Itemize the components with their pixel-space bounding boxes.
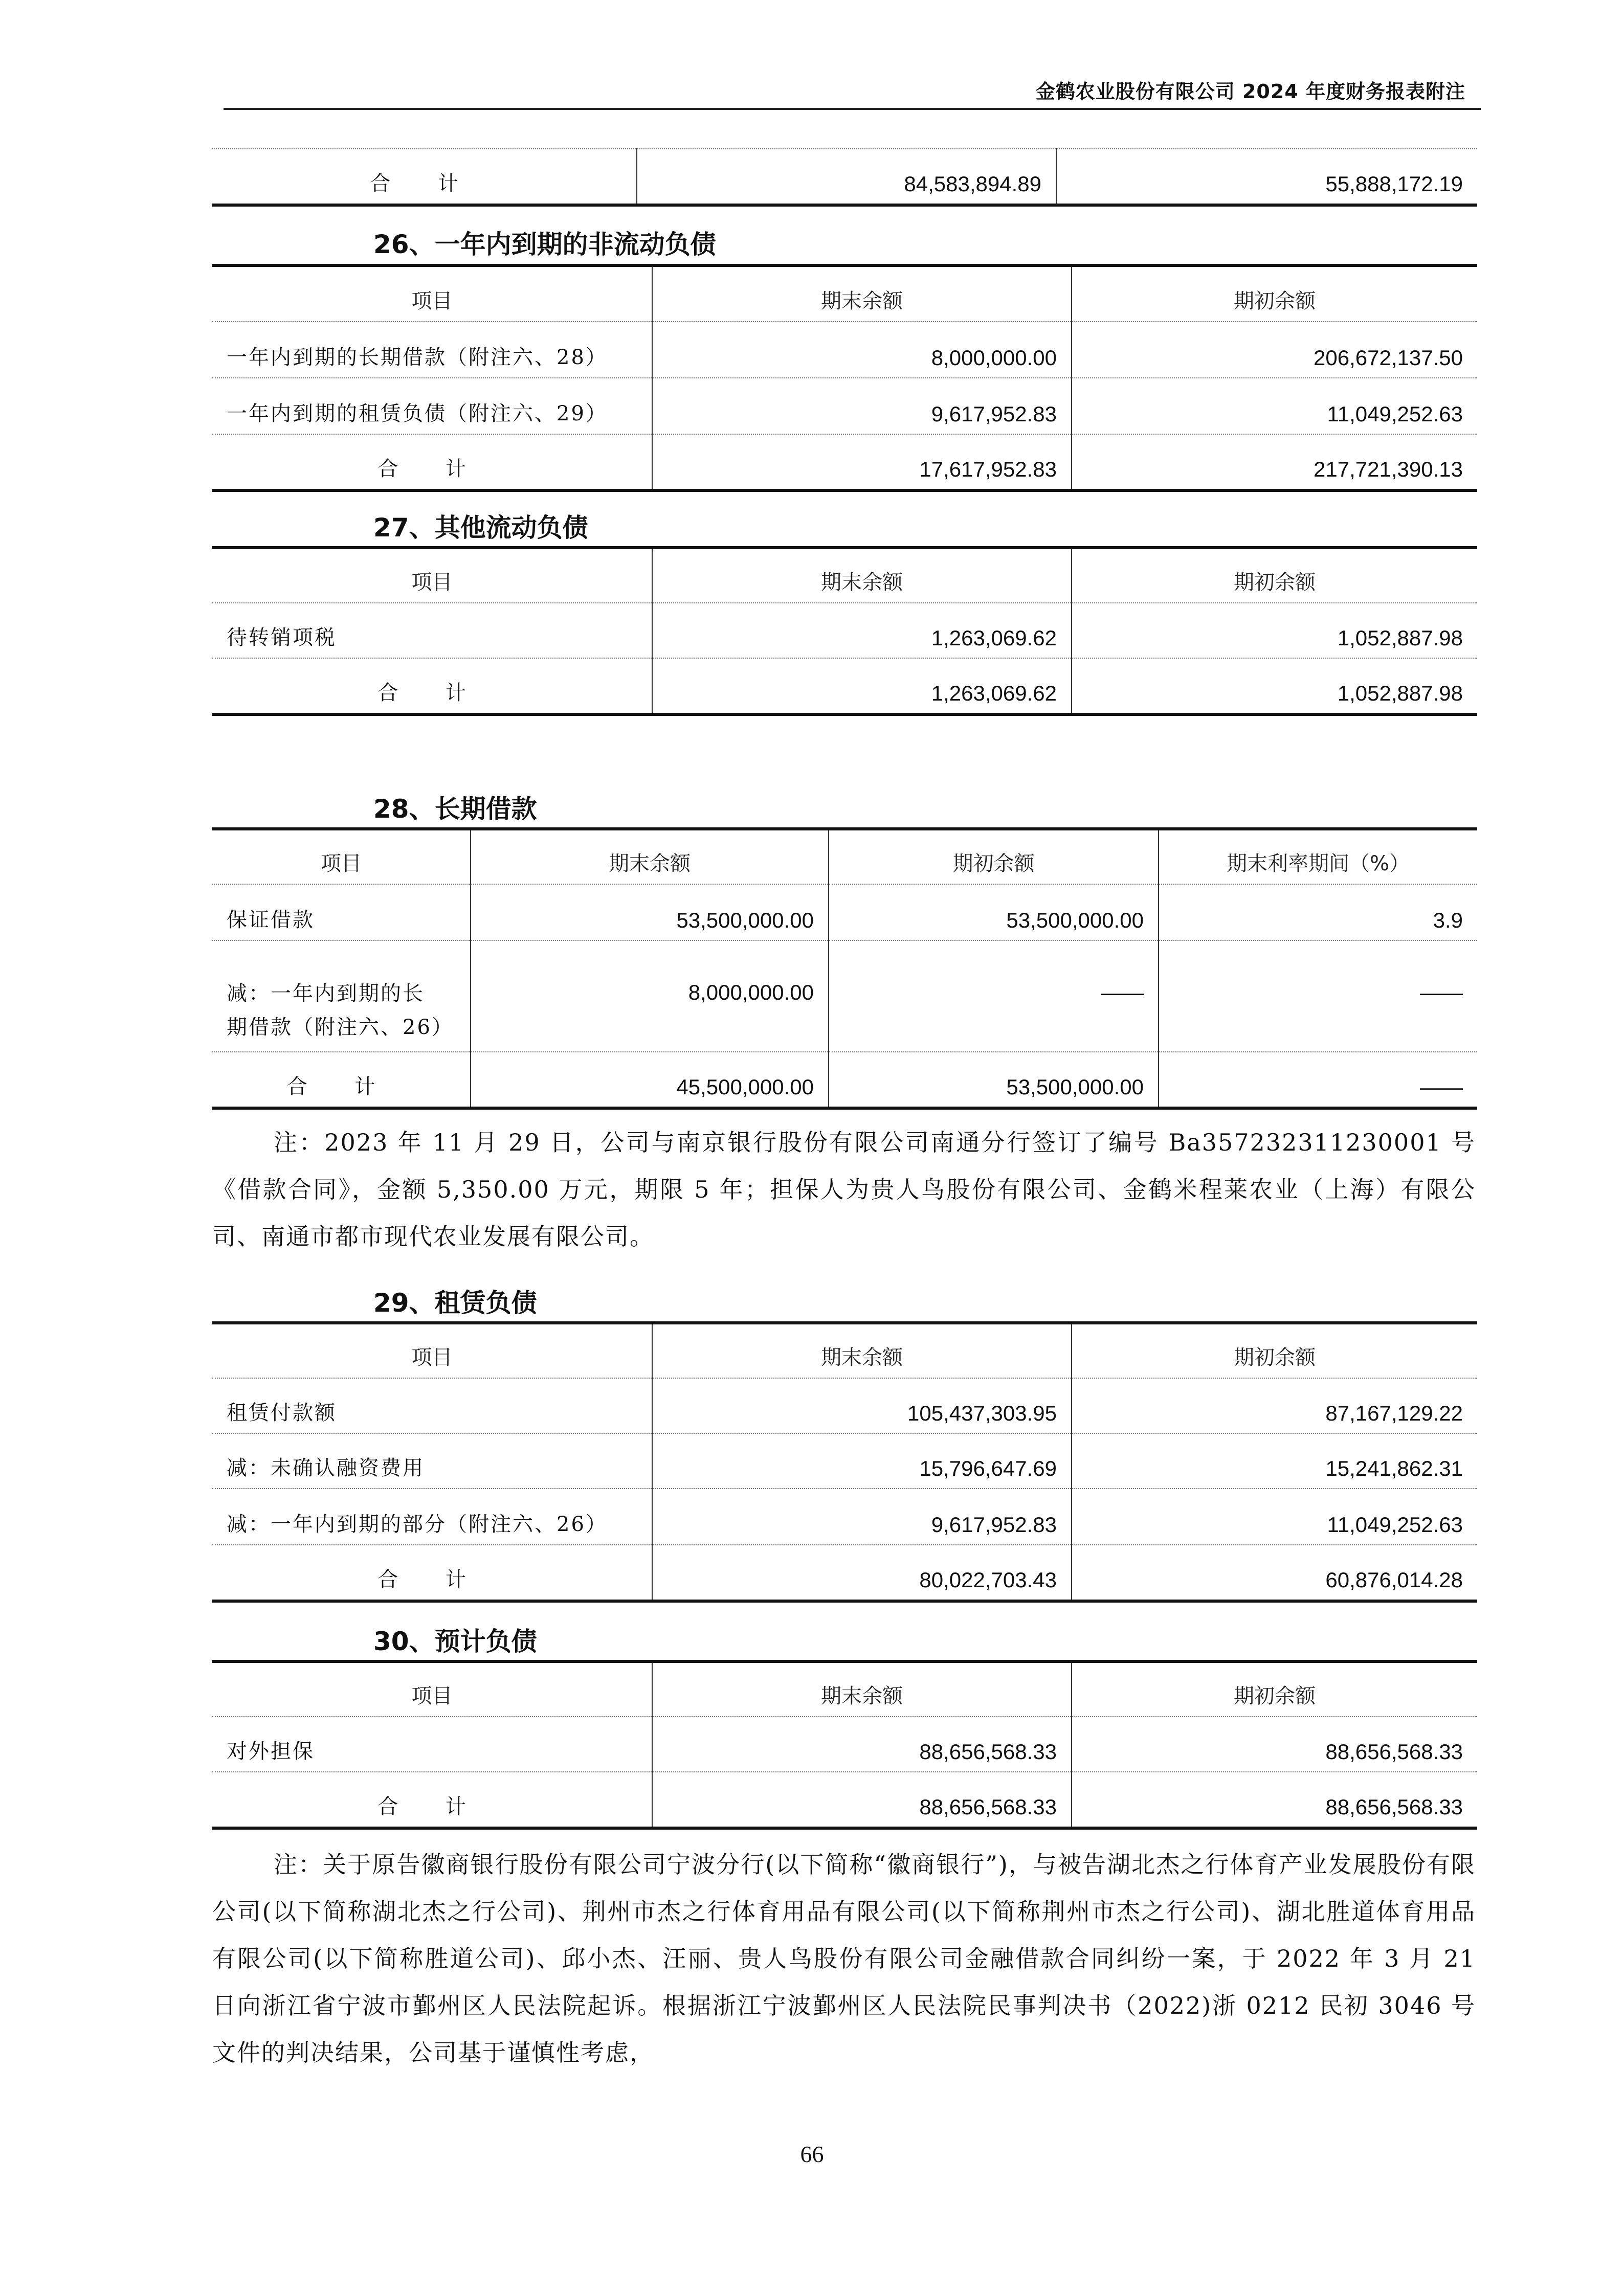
total-label: 合 计	[377, 1568, 486, 1591]
table-row	[212, 1717, 1477, 1772]
section-27-table	[212, 546, 1477, 716]
col-begin: 期初余额	[1072, 1323, 1477, 1378]
col-end: 期末余额	[652, 1323, 1072, 1378]
report-header: 金鹤农业股份有限公司 2024 年度财务报表附注	[1035, 80, 1465, 103]
row-item-line1: 减：一年内到期的长	[227, 982, 425, 1005]
section-29-table	[212, 1321, 1477, 1603]
total-begin: 53,500,000.00	[829, 1052, 1159, 1108]
col-begin: 期初余额	[1072, 265, 1477, 322]
total-label: 合 计	[377, 1795, 486, 1818]
row-begin: 11,049,252.63	[1072, 1489, 1477, 1545]
total-end: 45,500,000.00	[471, 1052, 829, 1108]
table-total-row	[212, 1052, 1477, 1108]
total-label: 合 计	[377, 681, 486, 705]
table-total-row	[212, 658, 1477, 714]
col-end: 期末余额	[652, 265, 1072, 322]
row-end: 9,617,952.83	[652, 378, 1072, 434]
col-item: 项目	[212, 1661, 652, 1717]
col-item: 项目	[212, 548, 652, 603]
row-end: 8,000,000.00	[652, 322, 1072, 378]
section-26-table	[212, 264, 1477, 492]
row-item: 保证借款	[212, 884, 471, 940]
section-28-table	[212, 827, 1477, 1110]
row-item: 减：未确认融资费用	[212, 1433, 652, 1489]
page-number: 66	[800, 2141, 824, 2167]
row-item	[212, 940, 471, 1052]
total-begin: 60,876,014.28	[1072, 1545, 1477, 1601]
row-item: 一年内到期的租赁负债（附注六、29）	[212, 378, 652, 434]
section-28-note: 注：2023 年 11 月 29 日，公司与南京银行股份有限公司南通分行签订了编号 Ba357232311230001 号《借款合同》，金额 5,350.00 万元，期限 5 年；担保人为贵人鸟股份有限公司、金鹤米程莱农业（上海）有限公司、南通市都市现代农业发展有限公司。	[212, 1129, 1476, 1250]
row-begin: 11,049,252.63	[1072, 378, 1477, 434]
table-row	[212, 1378, 1477, 1433]
table-row	[212, 378, 1477, 434]
row-end: 15,796,647.69	[652, 1433, 1072, 1489]
total-end: 88,656,568.33	[652, 1772, 1072, 1828]
row-item: 对外担保	[212, 1717, 652, 1772]
row-item: 租赁付款额	[212, 1378, 652, 1433]
row-end: 1,263,069.62	[652, 603, 1072, 658]
section-30-title: 30、预计负债	[373, 1627, 537, 1656]
row-begin: 15,241,862.31	[1072, 1433, 1477, 1489]
header-rule	[224, 108, 1481, 110]
total-begin: 88,656,568.33	[1072, 1772, 1477, 1828]
table-row	[212, 940, 1477, 1052]
table-total-row	[212, 1772, 1477, 1828]
total-end: 17,617,952.83	[652, 434, 1072, 490]
row-item-line2: 期借款（附注六、26）	[227, 1016, 454, 1039]
section-30-table	[212, 1660, 1477, 1830]
row-end: 53,500,000.00	[471, 884, 829, 940]
total-label: 合 计	[377, 457, 486, 481]
total-end: 84,583,894.89	[637, 149, 1056, 205]
total-end: 80,022,703.43	[652, 1545, 1072, 1601]
table-row	[212, 603, 1477, 658]
col-item: 项目	[212, 829, 471, 884]
col-item: 项目	[212, 1323, 652, 1378]
col-begin: 期初余额	[1072, 548, 1477, 603]
section-30-note: 注：关于原告徽商银行股份有限公司宁波分行(以下简称“徽商银行”)，与被告湖北杰之行体育产业发展股份有限公司(以下简称湖北杰之行公司)、荆州市杰之行体育用品有限公司(以下简称荆州市杰之行公司)、湖北胜道体育用品有限公司(以下简称胜道公司)、邱小杰、汪丽、贵人鸟股份有限公司金融借款合同纠纷一案，于 2022 年 3 月 21 日向浙江省宁波市鄞州区人民法院起诉。根据浙江宁波鄞州区人民法院民事判决书（2022)浙 0212 民初 3046 号文件的判决结果，公司基于谨慎性考虑，	[212, 1851, 1476, 2066]
row-end: 105,437,303.95	[652, 1378, 1072, 1433]
row-begin: 53,500,000.00	[829, 884, 1159, 940]
row-end: 9,617,952.83	[652, 1489, 1072, 1545]
table-row	[212, 322, 1477, 378]
row-rate: ——	[1159, 940, 1477, 1052]
section-26-title: 26、一年内到期的非流动负债	[373, 230, 716, 259]
table-row	[212, 1489, 1477, 1545]
total-begin: 1,052,887.98	[1072, 658, 1477, 714]
row-begin: 87,167,129.22	[1072, 1378, 1477, 1433]
col-begin: 期初余额	[1072, 1661, 1477, 1717]
section-29-title: 29、租赁负债	[373, 1288, 537, 1318]
row-item: 待转销项税	[212, 603, 652, 658]
prev-table-total	[212, 148, 1477, 207]
table-row	[212, 884, 1477, 940]
col-begin: 期初余额	[829, 829, 1159, 884]
total-begin: 55,888,172.19	[1056, 149, 1477, 205]
row-rate: 3.9	[1159, 884, 1477, 940]
col-end: 期末余额	[652, 548, 1072, 603]
col-item: 项目	[212, 265, 652, 322]
total-end: 1,263,069.62	[652, 658, 1072, 714]
col-end: 期末余额	[652, 1661, 1072, 1717]
total-rate: ——	[1159, 1052, 1477, 1108]
section-28-title: 28、长期借款	[373, 794, 537, 824]
row-end: 88,656,568.33	[652, 1717, 1072, 1772]
col-rate: 期末利率期间（%）	[1159, 829, 1477, 884]
row-item: 一年内到期的长期借款（附注六、28）	[212, 322, 652, 378]
row-begin: 1,052,887.98	[1072, 603, 1477, 658]
section-27-title: 27、其他流动负债	[373, 513, 588, 543]
row-begin: 206,672,137.50	[1072, 322, 1477, 378]
table-total-row	[212, 1545, 1477, 1601]
row-begin: ——	[829, 940, 1159, 1052]
total-begin: 217,721,390.13	[1072, 434, 1477, 490]
total-label: 合 计	[286, 1075, 396, 1098]
table-row	[212, 1433, 1477, 1489]
col-end: 期末余额	[471, 829, 829, 884]
row-end: 8,000,000.00	[471, 940, 829, 1052]
row-begin: 88,656,568.33	[1072, 1717, 1477, 1772]
total-label: 合 计	[370, 172, 479, 195]
row-item: 减：一年内到期的部分（附注六、26）	[212, 1489, 652, 1545]
table-total-row	[212, 434, 1477, 490]
